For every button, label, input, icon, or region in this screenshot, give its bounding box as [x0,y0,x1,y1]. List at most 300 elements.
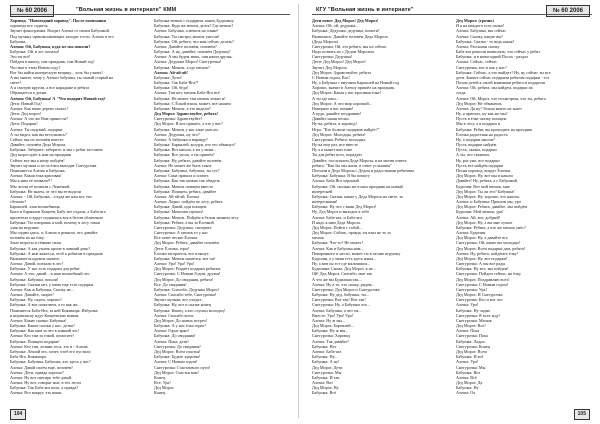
text-line: Алеша: Какая ёлка красивая! [10,173,62,179]
text-line: Алеша: Ой, Бабушка! А "Что подарит Новый год? [10,95,106,101]
text-line: сбежать? [10,199,27,205]
text-line: Алеша: Будилин [456,230,486,236]
text-line: Дед Мороз: И Снегурочка [456,292,503,298]
text-line: Дед Мороз: Вот! [456,323,486,329]
text-line: Алеша: - Ой, Бабушка... а куда же нам все эти [10,193,92,199]
text-line: Дед Мороз [154,385,174,391]
text-line: Вызывается кружок нашего. [10,255,61,261]
text-line: Бабушка: Поищем, ребята, давайте [154,188,217,194]
text-line: Обращается к детям. [10,90,48,96]
right-page [306,0,596,424]
running-title: "Вольная жизнь в интернате" КММ [76,7,177,13]
text-line: ребята: "Как бы мы жили, в ответ услышим" [312,162,392,168]
text-line: Бабушка: Сказки, какие у Деда Мороза на свете, то [312,193,404,199]
text-line: Звучит фонограмма. Входит Алеша со своим Бабушкой. [10,28,110,34]
text-line: Алеша: Сказку, какую вы? [456,33,504,39]
text-line: Сейчас все мы к нему пойдём! [10,157,65,163]
text-line: Давайте, позовём Деда Мороза. [10,142,67,148]
text-line: Снегурочка: Пойдем сейчас, на ёлку [456,271,522,277]
text-line: А я смотрю кругом, а все нарядные и ребята [10,85,90,91]
text-line: И я на каждого есть палка! [456,23,504,29]
header-rule [312,14,592,15]
text-line: Все поют песню Ёлочка. [154,235,198,241]
text-line: Бабушка: Сказки нет, у меня еще есть подарки. [10,281,94,287]
text-line: Бабушка: Ладно [456,338,485,344]
issue-label: № 60 2006 [546,5,590,17]
text-line: Бабушка: Будьте здоровы! [154,354,201,360]
text-line: Дед Мороз: Всем счастья! [154,349,201,354]
text-line: Бабушка: Всё [312,390,337,396]
text-line: Вот бы найти интересную вещицу... хоть бы узнать! [10,69,103,75]
text-line: Бабушка: Ой, в лес попали! [10,49,60,55]
text-columns [312,18,592,408]
column-2 [154,18,290,408]
text-line: Бабушка: А вот пожелаем, а то как же... [10,302,81,308]
text-line: Злые моросы и тёмные силы [10,240,62,246]
text-line: Алеша: Давай споём ещё, позовём! [10,364,73,370]
text-line: Дед Мороз: Поздравляю всех! [456,276,510,282]
text-line: Бьют в Бармалеи Кощеев, Бабу-яге отдали, а Баба-яга [10,209,106,215]
text-line: Все: Ура! [154,380,171,386]
text-line: Алеша: Ай-ай-ай! [154,69,188,75]
text-line: тогда. [456,90,467,96]
text-line: Бабушка: А как узнать кроме в зимний день? [10,245,91,251]
text-line: Бабушка: Ну дед, бабушка, ты... [312,292,369,298]
text-line: Бабушка. [10,38,27,44]
text-line: Бабушка мешок с подарком, конец Будилину. [154,18,235,23]
text-line: Бабушка: Бабушка, Бабушка, кто здесь у вас? [10,359,91,365]
text-line: Алеша: Бабушка, а что ты... [312,307,362,313]
text-line: Алеша: Горит ярко! [154,328,189,334]
text-line: Бабушка: А ну, давайте, позовём Дедушку! [154,49,231,55]
text-line: Бабушка: У нас есть подарки для ребят. [10,266,81,272]
text-line: Бабушка: Вот [456,369,481,375]
text-line: Дед Мороз: Какая у вас красивая ёлка! [312,90,381,96]
text-line: Бабушка: Ну, вот и сказке конец [154,302,211,308]
text-line: Снегурочка: Пока [456,333,488,339]
text-line: Это ты всё! [10,54,31,60]
text-line: Бабушка: Не может там мешок лежит и! [154,95,226,101]
text-line: Конец. [154,390,167,396]
text-line: Алеша: Ой, ой, дедушка... [312,23,359,29]
text-line: Бабушка: Бабушка: Я бы помогу [312,173,370,179]
text-line: Ёлочка радостная на радость [456,131,508,137]
text-line: Звучит музыка и из-за ёлки выходит Снегурочка [10,162,97,168]
text-line: Снегурочка: Ура! [456,286,487,292]
text-line: Снегурочка: А мы все рады [456,261,506,267]
text-line: Бабушка: Мешок поищем вместе. [154,183,214,189]
gutter [298,4,299,418]
text-line: Бабушка: Ты говоришь я мой, почему в лесу такая [10,219,100,225]
text-line: Бабушка: Что-то? Не может! [312,240,363,246]
text-line: мешок [312,235,324,241]
text-line: Мы в лесу, а я подарки и [456,121,500,127]
text-line: Дед Мороз: Ребята, давайте позовём [154,240,219,246]
text-line: Алеша: Кто там, хозяин леса, это я - Алеша. [10,343,89,349]
text-line: Снегурочка: Вот так! Вот так! [312,297,366,303]
text-line: Бабушка: Ребята, а вы за Ёлочкой [154,219,214,225]
text-line: Бабушка: А у нас ёлка горит! [154,323,206,329]
text-line: Снегурочка: Дед Мороз и Снегурочка [312,286,380,292]
text-line: Давайте, послушаем Деда Мороза, и на мотив ответа [312,157,407,163]
text-line: А что же вы Будилина так... [312,276,362,282]
text-line: Бабушка: Бабушка, бабушка, ты тут? [154,167,220,173]
text-line: Хорошо, значит в Алешу пришёл на праздник. [312,85,396,91]
text-line: Алеша: Баба Яга хороший [312,178,359,184]
text-line: Звучит Дед Мороза [312,64,347,70]
text-line: Дед Мороз: Раздаёт подарки ребятам. [154,266,222,272]
left-page [4,0,294,424]
text-line: Будилин: Вот мой мешок, мне [456,183,510,189]
text-line: интересными! [312,199,338,205]
text-line: А ты видел, как вы веселились? [10,131,67,137]
text-line: Снегурочка: Ой, это ребята, мы их сейчас [312,43,387,49]
text-columns [10,18,290,408]
text-line: Алеша: Ладно, пойдём по лесу, ребята [154,199,223,205]
text-line: Алеша: Все вокруг, это ваши. [10,390,63,396]
issue-label: № 60 2006 [10,5,54,17]
text-line: Алеша: Давайте, скорее! [10,292,54,298]
text-line: Дед Мороз: До свидания, ребята! [154,276,214,282]
text-line: Бабушка: Мешок нашёлся, вот он! [154,255,216,261]
text-line: Бабушка: Ну ж мы... [312,328,349,334]
text-line: Алеша: Ну ж мы... [312,317,345,323]
text-line: Давайте! Ну, ребята, а с Бабушкой. [456,178,518,184]
text-line: Бабушка: Ну ладно [456,307,491,313]
text-line: Снегурочка: Дедушка, смотрите [154,224,212,230]
text-line: Бабушка: Давай, иди поищем [154,204,207,210]
text-line: Алеша: Ну, ребята, пойдёмте ёлку! [456,250,519,256]
text-line: Алеша: Так давайте! [312,338,349,344]
text-line: Бабушка: Ну что с вами Дед Мороз! [312,204,377,210]
text-line: Дед Мороз: Всем подарки дам, ребята! [456,245,526,251]
text-line: Алеша: Бабушка, мы сейчас [456,28,507,34]
header-rule [10,14,290,15]
text-line: Бабушка: А мне кажется, чтоб к ребятам в праздник [10,250,103,256]
text-line: Баба-яга решили вызволять, что сейчас у ребят [456,49,541,55]
text-line: Дед Мороз: Ну, а давайте все [456,235,508,241]
text-line: позовём их на ёлку. [10,235,45,241]
text-line: Бабушка: Ой, беда! [154,85,189,91]
text-line: Бабушка: Вот нашла, а ты у меня... [154,147,217,153]
text-line: Дед Мороз: Ну, хорошо, что нашли. [456,193,520,199]
text-line: Бабушка: Дети! [154,74,182,80]
text-line: Дети: Ёлочка, гори! [154,245,190,251]
text-line: Дед Мороз: Я вот пришёл, а что у вас? [154,121,223,127]
text-line: Алеша: Спасибо тебе, Снегурочка! [154,292,217,298]
text-line: Дети: Дед Мороз! Дед Мороз! [312,59,366,65]
text-line: Ну, а Бабушка с внучком Бармалей на Новый год [312,80,400,86]
text-line: Бабушка: Дедушка, дедушка, помоги! [312,28,380,34]
text-line: Пусть все найдём подарки [456,162,504,168]
text-line: Баба Яга, Кикимора. [10,354,47,360]
text-line: Дед Мороз: Дети [312,364,343,370]
text-line: Алеша: С Новым годом! [154,359,198,365]
text-line: Дед Мороз: Счастья вам! [154,369,199,375]
running-title: КГУ "Вольная жизнь в интернате" [316,7,414,13]
text-line: Бабушка: Ой, ребята, что нам сейчас делать? [154,38,234,44]
text-line: Алеша: Дедушка Мороз! Снегурочка! [154,59,222,65]
text-line: Песня хоровод, вокруг Ёлочки [456,167,511,173]
text-line: Снегурочка: Хоровод [312,333,351,339]
text-line: Бабушка: Сказка - то ведь какая! [456,38,514,44]
text-line: Бабушка: И всё [456,354,484,360]
text-line: Бабушка: Все ушли, а ты пришёл! [154,152,215,158]
text-line: Снегурочка: Ну, а Бабушка что... [312,302,371,308]
text-line: Пусть, сказка, подарки [456,147,497,153]
text-line: Алеша: А что же Вам принести? [10,116,69,122]
text-line: Ой! Дед Мороз, Спасибо, мне так [312,271,373,277]
text-line: Дед Мороз: (грозно) [456,18,494,23]
text-line: Снегурочка: С Новым годом! [456,281,509,287]
text-line: Алеша: Ну вот снегирь тебе давай. [10,374,72,380]
text-line: Бабушка: И так [312,374,340,380]
text-line: Бабушка: Леший это, хочет, чтоб его пустили [10,349,91,354]
text-line: Алеша: Дедушка, ну что? [154,131,200,137]
text-line: Бабушка: Сейчас, а что выйдет? Ну, ну сейчас ты все [456,69,551,75]
text-line: Алеша: Ой, ребята, мы найдем, подарки их [456,85,533,91]
text-line: Под музыку приплясывающих заходят гости. Алеша и его [10,33,114,39]
text-line: Дед Мороз: Молодцы, ребята! [312,131,366,137]
text-line: Бабушка: Спасибо, Дедушка Мороз! [154,286,219,292]
text-line: Бабушка: С Ёлкой взяла, может, всё нашим [154,100,231,106]
text-line: Дед Мороз: Ну, вот мы и нашли [456,173,513,179]
text-line: Дед Мороз: Ну [312,385,339,391]
text-line: Алеша: Ты подумай, подарки. [10,126,64,132]
text-line: Алеша: Как ваше дерево сказал? [10,105,69,111]
text-line: Алеша: Ну вот, говорят мне, в тех лесах [10,380,82,386]
text-line: Алеша: Ай-ай-ай, Ёлочка [154,193,200,199]
text-line: Алеша: Да ну! Только никто не знает [456,105,523,111]
column-1 [312,18,448,408]
text-line: Будилина: Снова, Дед Мороз, я не... [312,266,376,272]
text-line: Пойдем в школу, там праздник, там Новый год! [10,59,95,65]
text-line: Ну а я может вам тоже [312,147,353,153]
text-line: Бабушка: Мешок, а где мешок? [154,64,210,70]
text-line: Алеша: Как и Бабушка нам... [312,245,364,251]
text-line: дети. Значит сейчас подарили ребятам подарки - тот [456,74,550,80]
text-line: Алеша: Расскажи сказку [456,43,500,49]
text-line: Пусть в ёлке сказку поищем [456,116,507,122]
text-line: Снегурочка: Кто и вот что [456,297,503,303]
text-line: Бабушка: Мешочек пропал! [154,209,204,215]
text-line: Потом детей к своей компании ребята и подарили [456,80,545,86]
text-line: Бабушка: Не знаем, от что вы ее видели [10,188,81,194]
text-line: Бабушка: Бармалей, колдун, кто его обманул? [154,142,236,148]
page-number: 104 [10,409,26,420]
text-line: Алеша: Бабушка, а мешок на спине! [154,28,219,34]
text-line: Алеша: Ой, Бабушка, куда же мы попали? [10,43,91,49]
text-line: Дед Мороз: Сейчас, правда, ты взял не то за [312,230,391,236]
text-line: Ты для ребят всех, порадую. [312,152,363,158]
text-line: Дед мороз идёт к нам на праздник [10,152,72,158]
page-number: 105 [574,409,590,420]
text-line: А ты где наш... [312,95,339,101]
text-line: Бабушка: До свидания! [154,333,196,339]
text-line: Снегурочка: Здравствуйте! [154,116,202,122]
text-line: и вприпляску идут Кощеевские воины. [10,312,80,318]
text-line: свете? [10,80,22,86]
text-line: Конец. [154,374,167,380]
text-line: Бабушка: Бабушка, пошли! [10,276,59,282]
text-line: Снегурочка: Я всех жду! [456,312,501,318]
text-line: Снегурочка: Мешок [456,317,492,323]
text-line: Ну, а кем он ест где мальчиком... [312,261,370,267]
text-line: Алеша: Как ж Бабушка, Сказку не... [10,286,74,292]
text-line: Снегурочка, вот и как у нас? [456,64,507,70]
text-line: Бабушка: Так Баба-Яга?! [154,80,199,86]
text-line: Дед Мороз: А что мир хороший... [312,100,372,106]
text-line: Все: До свидания! [154,281,187,287]
text-line: Снегурочка: Конец [456,343,490,349]
text-line: Алеша: Пока [456,328,480,334]
text-line: С Новым годом, Вас! [312,74,350,80]
text-line: Бабушка: Ты смотри, мешок унесли! [154,33,220,39]
text-line: Алеша: А что, давай... в наш волшебный лес. [10,271,91,277]
text-line: Игра: "Кто больше подарков найдёт?" [312,126,380,132]
text-line: Наверное я вас помню! [312,105,354,111]
text-line: Бабушка: Ребята, а кто же мешок унёс? [456,224,526,230]
text-line: Снегурочка: До свидания! [154,343,201,349]
text-line: Алеша: Ну а то, что скажу, рядом... [312,281,375,287]
column-2 [456,18,592,408]
text-line: Снегурочка: Ребята, молодцы. [312,136,366,142]
text-line: И надо к ним Деда Мороза. [312,219,361,225]
text-line: хоровода все садятся. [10,23,49,29]
text-line: Дед Мороз: До новых встреч! [154,317,207,323]
text-line: Снегурочка: А мешок то у нас [154,230,208,236]
text-line: Бармалей, злая волшебница. [10,204,61,210]
text-line: Снегурочка: Ой, какие вы молодцы! [456,240,521,246]
text-line: Алеша: Давай, поехали в лес! [10,261,63,267]
text-line: Ну, а подарки нашли? [456,136,495,142]
text-line: Пусть подарки найдём [456,142,497,148]
text-line: (Деда Мороза) [312,38,338,44]
text-line: Давайте наши песни. [312,116,350,122]
text-line: Алеша: Сейчас, сейчас [456,59,497,65]
text-line: Снегурочка: Мы [312,369,342,375]
text-line: Дети: Дед мороз! [10,111,41,117]
text-line: Алеша: Ура! Ура! Ура! [154,261,195,267]
text-line: Сейчас мы их позовём вместе. [10,136,65,142]
text-line: Алеша: Сама пришла и плачет. [154,173,210,179]
text-line: Дед Мороз: Да [456,380,483,386]
text-line: Бабушка: Какие сказки у нас, детки! [10,323,75,329]
text-line: Алеша: Ой, Мороз, что посмотрим, что ты, ребята [456,95,546,101]
text-line: Алеша: Какие сказки, Бабушка! [10,317,67,323]
text-line: Снегурочка: Счастливого пути! [154,364,211,370]
text-line: Бабушка: Заберите, заберите, и мы с ребят застанем [10,147,103,153]
text-line: Дед Мороз: Ребята, давайте, мы пойдём [456,204,528,210]
text-line: Будилин: Мой мешок, ура! [456,209,504,215]
text-line: Звучит музыка, все уходят. [154,297,202,303]
text-line: Алеша: Не может же быть такое [154,162,212,168]
text-line: Бабушка: Мешок у нас злые унесли. [154,126,219,132]
text-line: Мы сидим здесь, и Алеша и решили, что давайте [10,230,98,236]
text-line: Алеша: Вот [312,380,333,386]
text-line: Алеша: Ох [456,390,476,396]
text-line: Дед Мороз: Пойти с тобой... [312,224,363,230]
text-line: Будилин, а у меня есть здесь наша... [312,255,377,261]
text-line: Алеша: Баба-яга [312,349,342,354]
text-line: Алеша: Кто там за елкой, помогите! [10,333,75,339]
text-line: Вместе: Ура! Ура! Ура! [312,312,354,318]
text-line: Алеша: Всё [456,374,477,380]
text-line: Ну, Дед Мороз и выходит к тебе [312,209,370,215]
text-line: Дети поют: Дед Мороз! Дед Мороз! [312,18,379,23]
text-line: Бабушка: и в новогодний Посох - раздал [456,54,529,60]
text-line: А ты, что скажешь [456,152,490,158]
text-line: Мы к ним её позвали!!! [10,178,52,184]
text-line: Алеша: А мы будем звать, они наши друзья. [154,54,233,60]
text-line: Дед Мороз: Не обманешь [456,100,502,106]
text-line: Дед Мороз: Ну, а вы мне лучше [456,219,513,225]
text-line: Алеша: Спасибо всем. [154,312,194,318]
text-line: Алеша: Ай, вот, добрый! [456,214,501,220]
text-line: Бабушка: Нет [312,343,337,349]
text-line: прилетела и вдруг поднялась вся в белом облачении [10,214,103,220]
text-line: Бабушка: Конец, а кто слушал молодец! [154,307,226,313]
text-line: Дети: Подарки! [10,121,38,127]
text-line: Алеша: Дети, правда хорошо? [10,369,64,375]
text-line: Бабушка: Ну все, мы пойдем! [456,266,509,272]
text-line: Бабушка: Поищем подарки! [10,338,60,344]
text-line: Вызвались: Давайте позовём Деда Мороза [312,33,388,39]
text-line: Снегурочка: Дедушка! [312,54,353,60]
text-line: Бабушка: Мешок. Пойдём в белом зимнем лесу [154,214,239,220]
text-line: Ну, я приехал, ну как же мы? [456,111,508,117]
text-line: Бабушка: Как нам за что в зимний лес! [10,328,80,334]
text-line: Алеша: Ура! [456,359,479,365]
text-line: Бабушка: Ну, сядем, хорошо! [10,297,62,303]
text-line: интересней [312,188,333,194]
text-line: Хоровод. "Новогодний хоровод". После окончания [10,18,106,23]
text-line: Дети: Новый Год! [10,100,42,106]
text-line: Бабушка: Куда же мешок делся? Где мешок? [154,23,234,29]
text-line: Бабушка: Ребят, вы приходите на праздник [456,126,533,132]
text-line: Алеша: Баба-яга, и Баба-яга [312,214,362,220]
text-line: Дед Мороз: Ты ли это? Бабушка! [456,188,515,194]
text-line: Дед Мороз: Здравствуйте, ребята [312,69,371,75]
text-line: Алеша: и Бабушка: Пришли мы, ура [456,199,521,205]
text-line: Ну-ка, ребята, в хоровод! [312,121,357,127]
text-line: Бабушка: Как так можно так обидеть [154,178,221,184]
column-1 [10,18,146,408]
text-line: Что мне в этом Новом году? [10,64,61,70]
text-line: Бабушка: Ой, сколько же в наш праздник на новый [312,183,403,189]
text-line: Дед Мороз: Здравствуйте, ребята! [154,111,218,117]
text-line: Дед Мороз: Всем [456,349,487,354]
text-line: А вы знаете, чему у Алеши бабушка, ты самый старый на [10,74,113,80]
text-line: Снегурочка: С Новым Годом, друзья! [154,271,221,277]
text-line: Алеша: Давайте позовём, позовём? [154,43,217,49]
text-line: Алеша: Ура! [456,302,479,308]
text-line: Алеша: Там нет, мешок Баба-Яга всё [154,90,220,96]
text-line: Поваренного и нести, может ты в песню игрушку [312,250,401,256]
text-line: Мы лесом её позвали с Леночкой. [10,183,71,189]
text-line: Алеша: А бабушка и вправду? [154,136,208,142]
text-line: Появляются Алеша и Бабушка. [10,167,66,173]
text-line: Ёлочка загорается, все пляшут. [154,250,210,256]
text-line: Бабушка: Ну [456,385,479,391]
text-line: Бабушка: Ну... [312,354,338,360]
text-line: Появляется Баба-Яга, за ней Кикимора. Избушка [10,307,98,313]
text-line: Дед Мороз: Ну, вот подарки! [456,255,508,261]
text-line: Надо позвать их с Дедом Морозом. [312,49,375,55]
text-line: Поехали в Деда Мороза с Дедом и радостными ребятами. [312,167,415,173]
text-line: Бабушка: Ну, ребята, давайте позовём [154,157,222,163]
text-line: Бабушка: Так Баба-яга волк, а правда? [10,385,79,391]
